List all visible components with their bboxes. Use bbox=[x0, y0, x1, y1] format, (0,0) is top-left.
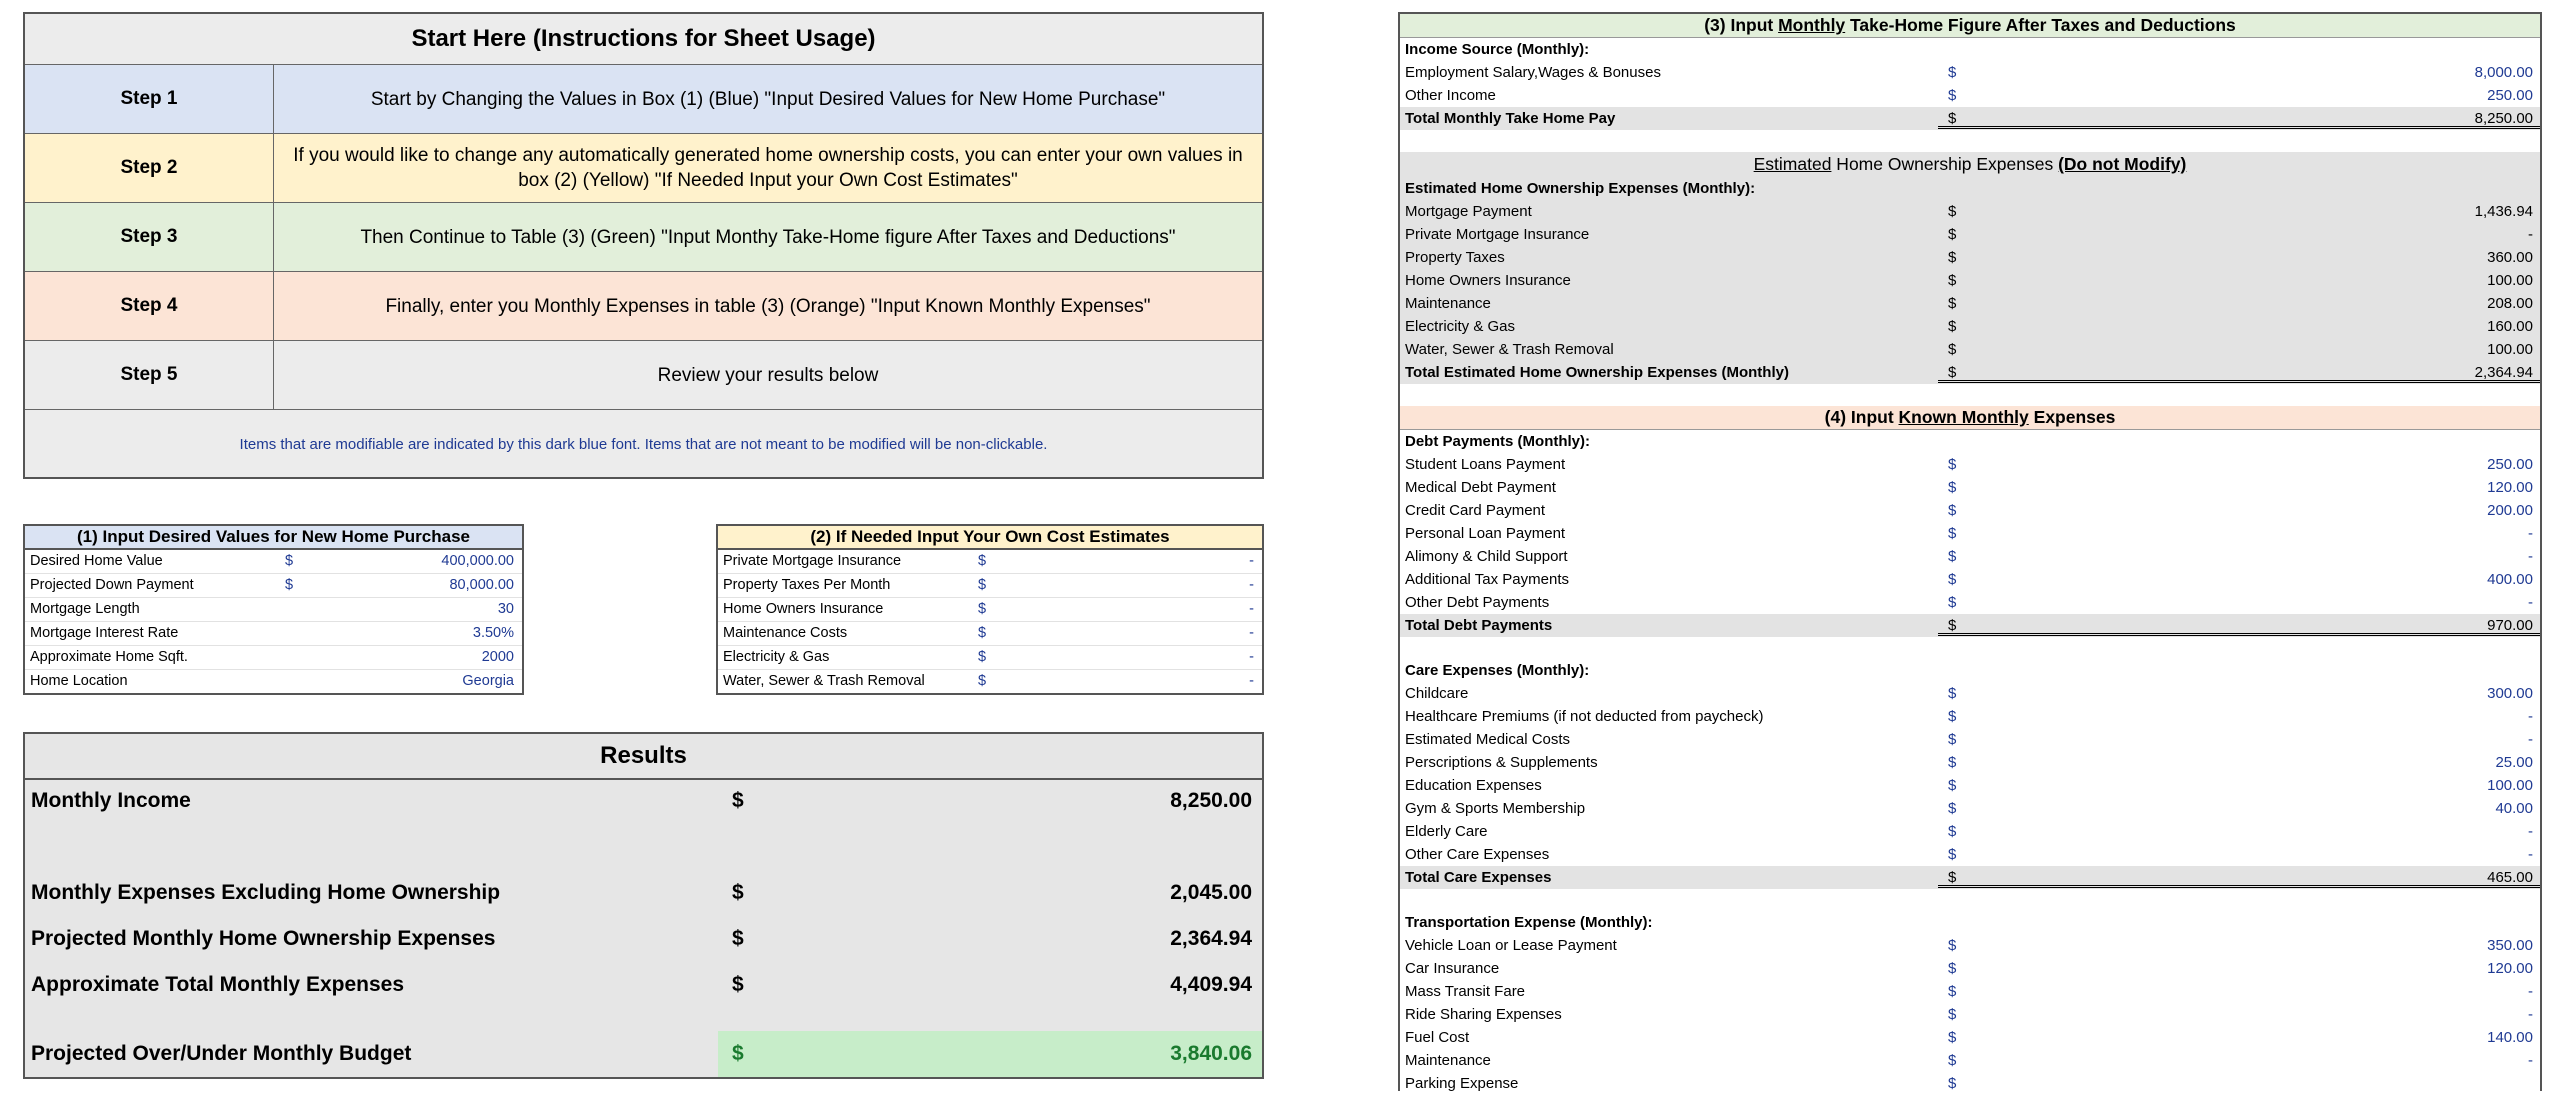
double-underline bbox=[1938, 126, 2540, 129]
dollar-sign: $ bbox=[1948, 869, 1957, 886]
table-row bbox=[25, 598, 522, 622]
sheet-row bbox=[1400, 292, 2540, 315]
instructions-note: Items that are modifiable are indicated by this dark blue font. Items that are not meant to be modified will be non-clickable. bbox=[239, 435, 1048, 453]
input-cell[interactable]: - bbox=[2528, 525, 2533, 542]
result-row bbox=[25, 962, 1262, 1008]
row-label: Maintenance bbox=[1405, 295, 1491, 312]
dollar-sign: $ bbox=[1948, 617, 1957, 634]
row-label: Maintenance Costs bbox=[723, 625, 848, 641]
dollar-sign: $ bbox=[285, 577, 294, 593]
sheet-row bbox=[1400, 682, 2540, 705]
cost-estimates-table bbox=[716, 524, 1264, 695]
input-cell[interactable]: 120.00 bbox=[2487, 960, 2533, 977]
sheet-row bbox=[1400, 980, 2540, 1003]
sheet-row bbox=[1400, 820, 2540, 843]
sheet-row bbox=[1400, 705, 2540, 728]
total-label: Total Estimated Home Ownership Expenses (Monthly) bbox=[1405, 364, 1789, 381]
step-row bbox=[25, 134, 1262, 203]
dollar-sign: $ bbox=[978, 553, 987, 569]
row-label: Vehicle Loan or Lease Payment bbox=[1405, 937, 1617, 954]
table-4-header bbox=[1400, 406, 2540, 430]
input-cell[interactable]: 40.00 bbox=[2495, 800, 2533, 817]
input-cell[interactable]: 100.00 bbox=[2487, 777, 2533, 794]
dollar-sign: $ bbox=[732, 927, 744, 950]
result-row bbox=[25, 778, 1262, 824]
row-label: Mortgage Length bbox=[30, 601, 140, 617]
result-row bbox=[25, 916, 1262, 962]
input-cell[interactable]: 250.00 bbox=[2487, 87, 2533, 104]
section-label bbox=[1400, 911, 2540, 934]
value-cell: 1,436.94 bbox=[2474, 203, 2533, 220]
sheet-row bbox=[1400, 338, 2540, 361]
row-label: Home Owners Insurance bbox=[723, 601, 884, 617]
dollar-sign: $ bbox=[1948, 571, 1957, 588]
dollar-sign: $ bbox=[285, 553, 294, 569]
dollar-sign: $ bbox=[1948, 110, 1957, 127]
input-cell[interactable]: 400.00 bbox=[2487, 571, 2533, 588]
result-value: 3,840.06 bbox=[1170, 1042, 1252, 1065]
dollar-sign: $ bbox=[1948, 685, 1957, 702]
dollar-sign: $ bbox=[1948, 525, 1957, 542]
dollar-sign: $ bbox=[1948, 1029, 1957, 1046]
row-label: Medical Debt Payment bbox=[1405, 479, 1556, 496]
input-cell[interactable]: - bbox=[1249, 553, 1254, 569]
result-value: 2,364.94 bbox=[1170, 927, 1252, 950]
row-label: Healthcare Premiums (if not deducted from paycheck) bbox=[1405, 708, 1764, 725]
input-cell[interactable]: - bbox=[2528, 708, 2533, 725]
table-row bbox=[25, 670, 522, 693]
row-label: Student Loans Payment bbox=[1405, 456, 1566, 473]
step-row bbox=[25, 341, 1262, 410]
input-cell[interactable]: - bbox=[2528, 594, 2533, 611]
input-cell[interactable]: - bbox=[1249, 673, 1254, 689]
sheet-row bbox=[1400, 84, 2540, 107]
result-value: 4,409.94 bbox=[1170, 973, 1252, 996]
row-label: Mass Transit Fare bbox=[1405, 983, 1526, 1000]
dollar-sign: $ bbox=[732, 789, 744, 812]
dollar-sign: $ bbox=[1948, 548, 1957, 565]
row-label: Additional Tax Payments bbox=[1405, 571, 1569, 588]
total-value: 8,250.00 bbox=[2474, 110, 2533, 127]
sheet-row bbox=[1400, 1003, 2540, 1026]
sheet-row bbox=[1400, 934, 2540, 957]
result-label: Approximate Total Monthly Expenses bbox=[31, 973, 405, 996]
dollar-sign: $ bbox=[1948, 272, 1957, 289]
budget-result-row bbox=[25, 1031, 1262, 1077]
spacer bbox=[1400, 637, 2540, 659]
row-label: Electricity & Gas bbox=[723, 649, 830, 665]
row-label: Estimated Medical Costs bbox=[1405, 731, 1571, 748]
input-cell[interactable]: 2000 bbox=[481, 649, 514, 665]
dollar-sign: $ bbox=[1948, 960, 1957, 977]
dollar-sign: $ bbox=[1948, 318, 1957, 335]
dollar-sign: $ bbox=[978, 625, 987, 641]
results-title: Results bbox=[25, 734, 1262, 780]
sheet-row bbox=[1400, 545, 2540, 568]
step-label: Step 4 bbox=[25, 272, 274, 340]
input-cell[interactable]: - bbox=[2528, 731, 2533, 748]
header-text: (4) Input bbox=[1824, 407, 1899, 427]
sheet-row bbox=[1400, 223, 2540, 246]
result-value: 8,250.00 bbox=[1170, 789, 1252, 812]
total-row bbox=[1400, 614, 2540, 637]
sheet-row bbox=[1400, 200, 2540, 223]
row-label: Projected Down Payment bbox=[30, 577, 194, 593]
header-underlined: Estimated bbox=[1753, 154, 1832, 174]
dollar-sign: $ bbox=[732, 881, 744, 904]
input-cell[interactable]: - bbox=[2528, 1006, 2533, 1023]
row-label: Water, Sewer & Trash Removal bbox=[1405, 341, 1614, 358]
dollar-sign: $ bbox=[732, 973, 744, 996]
sheet-row bbox=[1400, 1026, 2540, 1049]
input-cell[interactable]: - bbox=[1249, 649, 1254, 665]
input-cell[interactable]: 350.00 bbox=[2487, 937, 2533, 954]
row-label: Approximate Home Sqft. bbox=[30, 649, 188, 665]
dollar-sign: $ bbox=[1948, 502, 1957, 519]
result-value: 2,045.00 bbox=[1170, 881, 1252, 904]
section-label bbox=[1400, 177, 2540, 200]
dollar-sign: $ bbox=[1948, 823, 1957, 840]
table-row bbox=[718, 622, 1262, 646]
row-label: Private Mortgage Insurance bbox=[1405, 226, 1590, 243]
result-label: Monthly Income bbox=[31, 789, 191, 812]
dollar-sign: $ bbox=[1948, 364, 1957, 381]
step-label: Step 5 bbox=[25, 341, 274, 409]
dollar-sign: $ bbox=[1948, 479, 1957, 496]
header-underlined: (Do not Modify) bbox=[2058, 154, 2187, 174]
value-cell: 160.00 bbox=[2487, 318, 2533, 335]
step-row bbox=[25, 272, 1262, 341]
step-text: If you would like to change any automatically generated home ownership costs, you can enter your own values in box (2) (Yellow) "If Needed Input your Own Cost Estimates" bbox=[293, 145, 1243, 191]
result-label: Monthly Expenses Excluding Home Ownership bbox=[31, 881, 501, 904]
sheet-row bbox=[1400, 453, 2540, 476]
total-row bbox=[1400, 107, 2540, 130]
input-cell[interactable]: Georgia bbox=[462, 673, 514, 689]
input-cell[interactable]: 400,000.00 bbox=[441, 553, 514, 569]
header-text: Expenses bbox=[2028, 407, 2116, 427]
step-text: Start by Changing the Values in Box (1) (Blue) "Input Desired Values for New Home Purchase" bbox=[370, 88, 1166, 110]
header-underlined: Known Monthly bbox=[1898, 407, 2029, 427]
value-cell: 208.00 bbox=[2487, 295, 2533, 312]
double-underline bbox=[1938, 885, 2540, 888]
input-cell[interactable]: 200.00 bbox=[2487, 502, 2533, 519]
dollar-sign: $ bbox=[1948, 249, 1957, 266]
row-label: Personal Loan Payment bbox=[1405, 525, 1566, 542]
table-row bbox=[718, 550, 1262, 574]
step-label: Step 3 bbox=[25, 203, 274, 271]
sheet-row bbox=[1400, 315, 2540, 338]
sheet-row bbox=[1400, 797, 2540, 820]
table-3-header bbox=[1400, 14, 2540, 38]
dollar-sign: $ bbox=[1948, 456, 1957, 473]
step-row bbox=[25, 203, 1262, 272]
dollar-sign: $ bbox=[1948, 64, 1957, 81]
table-row bbox=[25, 622, 522, 646]
row-label: Desired Home Value bbox=[30, 553, 163, 569]
row-label: Mortgage Payment bbox=[1405, 203, 1532, 220]
sheet-row bbox=[1400, 1072, 2540, 1095]
dollar-sign: $ bbox=[1948, 777, 1957, 794]
input-cell[interactable]: 300.00 bbox=[2487, 685, 2533, 702]
table-row bbox=[718, 574, 1262, 598]
sheet-row bbox=[1400, 1049, 2540, 1072]
row-label: Fuel Cost bbox=[1405, 1029, 1470, 1046]
dollar-sign: $ bbox=[1948, 341, 1957, 358]
row-label: Water, Sewer & Trash Removal bbox=[723, 673, 925, 689]
row-label: Alimony & Child Support bbox=[1405, 548, 1568, 565]
step-label: Step 2 bbox=[25, 134, 274, 202]
dollar-sign: $ bbox=[1948, 203, 1957, 220]
step-label: Step 1 bbox=[25, 65, 274, 133]
row-label: Ride Sharing Expenses bbox=[1405, 1006, 1562, 1023]
section-label-text: Care Expenses (Monthly): bbox=[1405, 662, 1590, 679]
sheet-row bbox=[1400, 522, 2540, 545]
section-label bbox=[1400, 659, 2540, 682]
dollar-sign: $ bbox=[1948, 708, 1957, 725]
estimated-header bbox=[1400, 152, 2540, 177]
row-label: Car Insurance bbox=[1405, 960, 1500, 977]
total-value: 465.00 bbox=[2487, 869, 2533, 886]
header-text: Home Ownership Expenses bbox=[1831, 154, 2059, 174]
table-row bbox=[25, 646, 522, 670]
spacer bbox=[1400, 384, 2540, 406]
row-label: Other Care Expenses bbox=[1405, 846, 1550, 863]
row-label: Credit Card Payment bbox=[1405, 502, 1546, 519]
double-underline bbox=[1938, 380, 2540, 383]
row-label: Other Debt Payments bbox=[1405, 594, 1550, 611]
row-label: Maintenance bbox=[1405, 1052, 1491, 1069]
input-cell[interactable]: 80,000.00 bbox=[449, 577, 514, 593]
dollar-sign: $ bbox=[1948, 1006, 1957, 1023]
value-cell: 360.00 bbox=[2487, 249, 2533, 266]
instructions-panel bbox=[23, 12, 1264, 479]
input-cell[interactable]: - bbox=[1249, 625, 1254, 641]
input-cell[interactable]: 25.00 bbox=[2495, 754, 2533, 771]
header-underlined: Monthly bbox=[1778, 15, 1846, 35]
input-cell[interactable]: 8,000.00 bbox=[2474, 64, 2533, 81]
cost-estimates-title: (2) If Needed Input Your Own Cost Estimates bbox=[718, 526, 1262, 550]
input-cell[interactable]: - bbox=[2528, 823, 2533, 840]
double-underline bbox=[1938, 633, 2540, 636]
total-value: 970.00 bbox=[2487, 617, 2533, 634]
total-value: 2,364.94 bbox=[2474, 364, 2533, 381]
total-label: Total Debt Payments bbox=[1405, 617, 1553, 634]
section-label-text: Income Source (Monthly): bbox=[1405, 41, 1590, 58]
input-cell[interactable]: - bbox=[1249, 601, 1254, 617]
total-label: Total Care Expenses bbox=[1405, 869, 1552, 886]
dollar-sign: $ bbox=[1948, 846, 1957, 863]
sheet-row bbox=[1400, 476, 2540, 499]
step-text: Review your results below bbox=[657, 364, 879, 386]
result-label: Projected Monthly Home Ownership Expenses bbox=[31, 927, 496, 950]
header-text: (3) Input bbox=[1704, 15, 1779, 35]
dollar-sign: $ bbox=[978, 673, 987, 689]
dollar-sign: $ bbox=[978, 649, 987, 665]
sheet-row bbox=[1400, 774, 2540, 797]
value-cell: 100.00 bbox=[2487, 341, 2533, 358]
input-cell[interactable]: 120.00 bbox=[2487, 479, 2533, 496]
result-row bbox=[25, 870, 1262, 916]
row-label: Private Mortgage Insurance bbox=[723, 553, 902, 569]
input-cell[interactable]: - bbox=[1249, 577, 1254, 593]
sheet-row bbox=[1400, 499, 2540, 522]
row-label: Home Owners Insurance bbox=[1405, 272, 1571, 289]
input-cell[interactable]: 30 bbox=[497, 601, 514, 617]
input-cell[interactable]: - bbox=[2528, 983, 2533, 1000]
dollar-sign: $ bbox=[1948, 295, 1957, 312]
dollar-sign: $ bbox=[1948, 1075, 1957, 1092]
header-text: Take-Home Figure After Taxes and Deductions bbox=[1845, 15, 2236, 35]
dollar-sign: $ bbox=[1948, 937, 1957, 954]
dollar-sign: $ bbox=[978, 577, 987, 593]
value-cell: - bbox=[2528, 226, 2533, 243]
sheet-row bbox=[1400, 568, 2540, 591]
instructions-title: Start Here (Instructions for Sheet Usage) bbox=[25, 14, 1262, 65]
total-row bbox=[1400, 866, 2540, 889]
row-label: Other Income bbox=[1405, 87, 1496, 104]
sheet-row bbox=[1400, 61, 2540, 84]
row-label: Parking Expense bbox=[1405, 1075, 1519, 1092]
section-label-text: Debt Payments (Monthly): bbox=[1405, 433, 1591, 450]
step-text: Then Continue to Table (3) (Green) "Input Monthy Take-Home figure After Taxes and Deductions" bbox=[360, 226, 1176, 248]
row-label: Mortgage Interest Rate bbox=[30, 625, 179, 641]
dollar-sign: $ bbox=[1948, 800, 1957, 817]
dollar-sign: $ bbox=[732, 1042, 744, 1065]
total-label: Total Monthly Take Home Pay bbox=[1405, 110, 1616, 127]
dollar-sign: $ bbox=[1948, 87, 1957, 104]
input-cell[interactable]: 3.50% bbox=[472, 625, 514, 641]
row-label: Electricity & Gas bbox=[1405, 318, 1516, 335]
results-panel bbox=[23, 732, 1264, 1079]
sheet-row bbox=[1400, 269, 2540, 292]
row-label: Elderly Care bbox=[1405, 823, 1488, 840]
total-row bbox=[1400, 361, 2540, 384]
input-cell[interactable]: - bbox=[2528, 548, 2533, 565]
row-label: Property Taxes Per Month bbox=[723, 577, 891, 593]
sheet-row bbox=[1400, 843, 2540, 866]
section-label-text: Transportation Expense (Monthly): bbox=[1405, 914, 1653, 931]
table-row bbox=[718, 670, 1262, 693]
dollar-sign: $ bbox=[1948, 731, 1957, 748]
input-cell[interactable]: - bbox=[2528, 846, 2533, 863]
table-row bbox=[25, 574, 522, 598]
sheet-row bbox=[1400, 728, 2540, 751]
desired-values-table bbox=[23, 524, 524, 695]
row-label: Perscriptions & Supplements bbox=[1405, 754, 1598, 771]
dollar-sign: $ bbox=[1948, 983, 1957, 1000]
budget-sheet bbox=[1398, 12, 2542, 1091]
dollar-sign: $ bbox=[1948, 1052, 1957, 1069]
dollar-sign: $ bbox=[1948, 754, 1957, 771]
section-label bbox=[1400, 430, 2540, 453]
sheet-row bbox=[1400, 957, 2540, 980]
input-cell[interactable]: 250.00 bbox=[2487, 456, 2533, 473]
section-label-text: Estimated Home Ownership Expenses (Monthly): bbox=[1405, 180, 1756, 197]
result-label: Projected Over/Under Monthly Budget bbox=[31, 1042, 412, 1065]
input-cell[interactable]: 140.00 bbox=[2487, 1029, 2533, 1046]
row-label: Employment Salary,Wages & Bonuses bbox=[1405, 64, 1661, 81]
step-row bbox=[25, 65, 1262, 134]
sheet-row bbox=[1400, 591, 2540, 614]
table-row bbox=[718, 598, 1262, 622]
value-cell: 100.00 bbox=[2487, 272, 2533, 289]
section-label bbox=[1400, 38, 2540, 61]
dollar-sign: $ bbox=[1948, 594, 1957, 611]
sheet-row bbox=[1400, 246, 2540, 269]
table-row bbox=[718, 646, 1262, 670]
row-label: Home Location bbox=[30, 673, 128, 689]
row-label: Property Taxes bbox=[1405, 249, 1505, 266]
row-label: Gym & Sports Membership bbox=[1405, 800, 1586, 817]
input-cell[interactable]: - bbox=[2528, 1052, 2533, 1069]
step-text: Finally, enter you Monthly Expenses in table (3) (Orange) "Input Known Monthly Expenses" bbox=[385, 295, 1151, 317]
dollar-sign: $ bbox=[978, 601, 987, 617]
spacer bbox=[1400, 130, 2540, 152]
table-row bbox=[25, 550, 522, 574]
spacer bbox=[1400, 889, 2540, 911]
desired-values-title: (1) Input Desired Values for New Home Purchase bbox=[25, 526, 522, 550]
sheet-row bbox=[1400, 751, 2540, 774]
row-label: Education Expenses bbox=[1405, 777, 1542, 794]
row-label: Childcare bbox=[1405, 685, 1469, 702]
dollar-sign: $ bbox=[1948, 226, 1957, 243]
